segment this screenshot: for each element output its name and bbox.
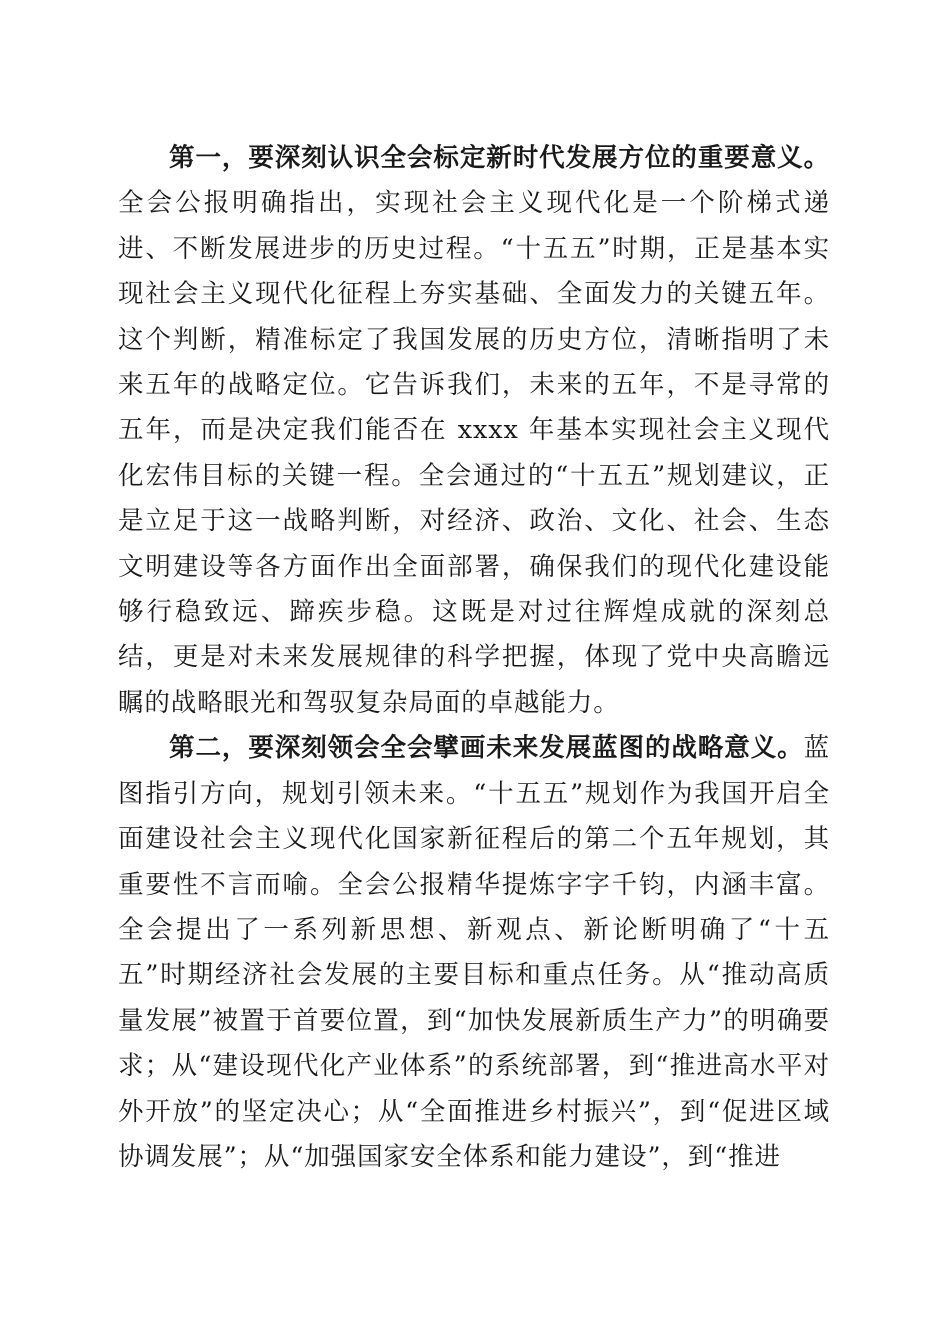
paragraph-2-text: 蓝图指引方向，规划引领未来。“十五五”规划作为我国开启全面建设社会主义现代化国家新征程后的第二个五年规划，其重要性不言而喻。全会公报精华提炼字字千钧，内涵丰富。全会提出了一系列新思想、新观点、新论断明确了“十五五”时期经济社会发展的主要目标和重点任务。从“推动高质量发展”被置于首要位置，到“加快发展新质生产力”的明确要求；从“建设现代化产业体系”的系统部署，到“推进高水平对外开放”的坚定决心；从“全面推进乡村振兴”，到“促进区域协调发展”；从“加强国家安全体系和能力建设”，到“推进 [118,733,830,1172]
paragraph-2 [118,726,830,1180]
paragraph-2-heading: 第二，要深刻领会全会擘画未来发展蓝图的战略意义。 [169,733,804,764]
paragraph-1-heading: 第一，要深刻认识全会标定新时代发展方位的重要意义。 [169,143,830,173]
paragraph-1-text: 全会公报明确指出，实现社会主义现代化是一个阶梯式递进、不断发展进步的历史过程。“十五五”时期，正是基本实现社会主义现代化征程上夯实基础、全面发力的关键五年。这个判断，精准标定了我国发展的历史方位，清晰指明了未来五年的战略定位。它告诉我们，未来的五年，不是寻常的五年，而是决定我们能否在 xxxx 年基本实现社会主义现代化宏伟目标的关键一程。全会通过的“十五五”规划建议，正是立足于这一战略判断，对经济、政治、文化、社会、生态文明建设等各方面作出全面部署，确保我们的现代化建设能够行稳致远、蹄疾步稳。这既是对过往辉煌成就的深刻总结，更是对未来发展规律的科学把握，体现了党中央高瞻远瞩的战略眼光和驾驭复杂局面的卓越能力。 [118,188,830,718]
document-body [118,136,830,1180]
paragraph-1 [118,136,830,726]
